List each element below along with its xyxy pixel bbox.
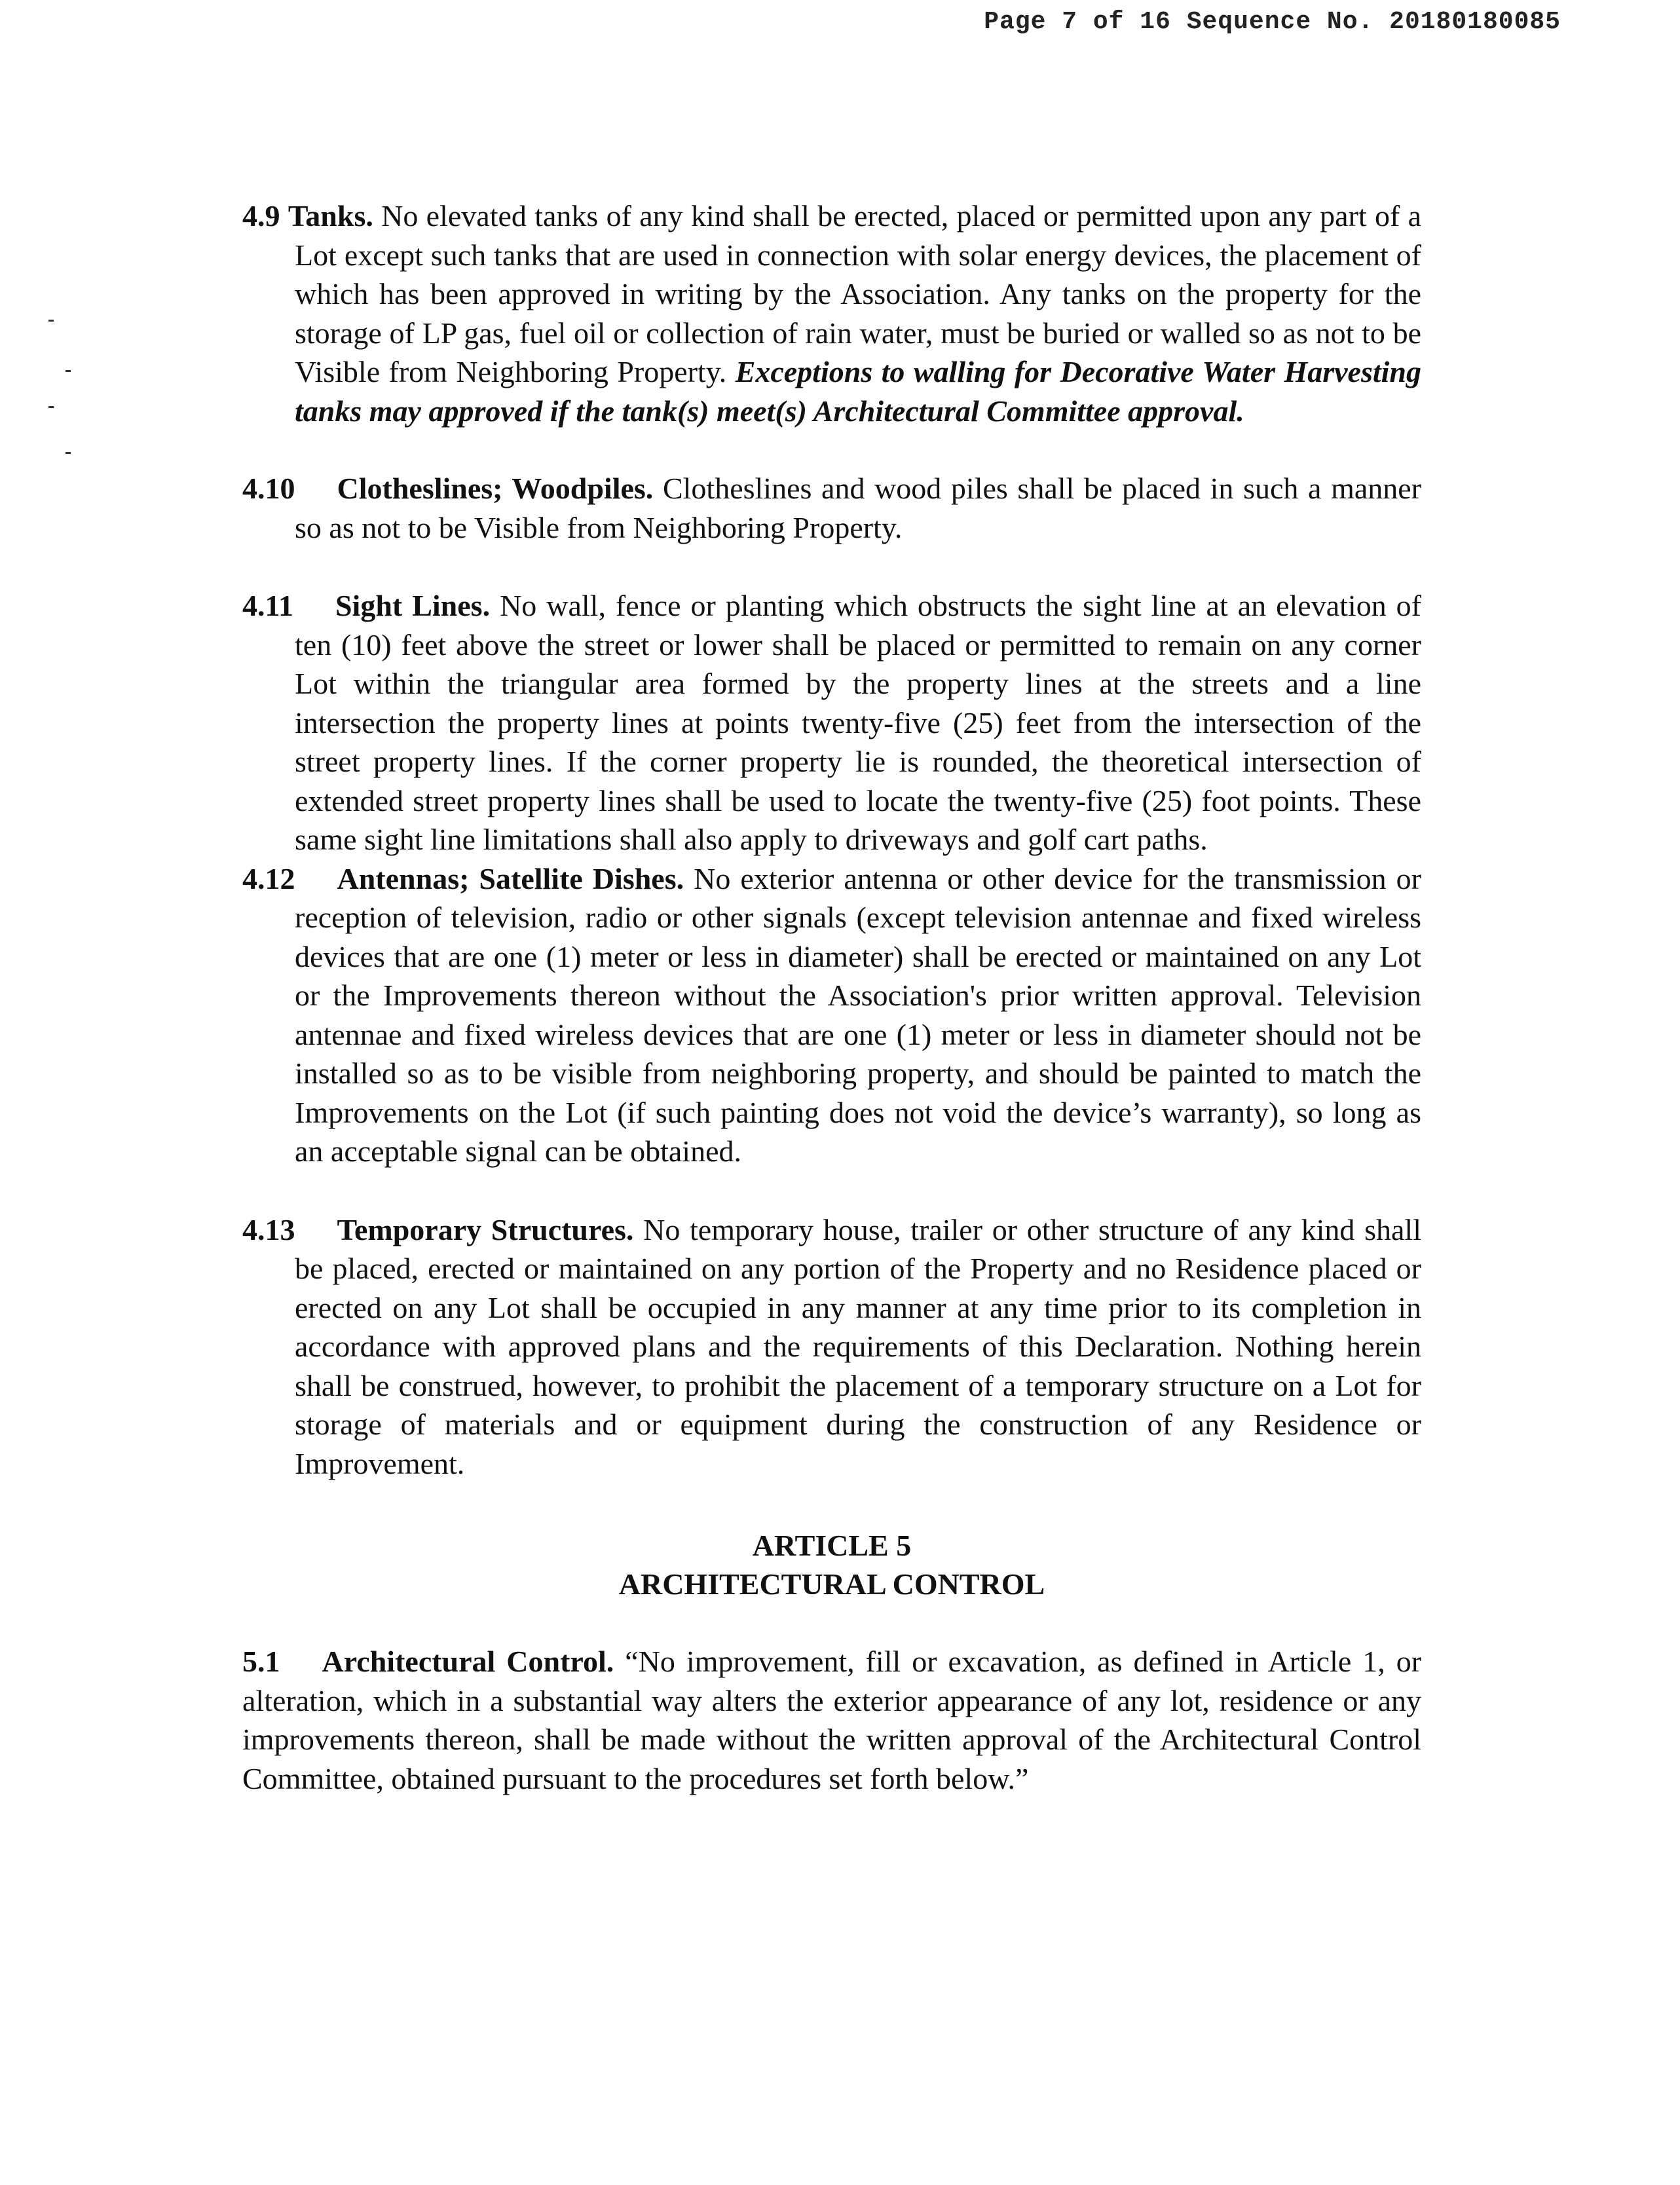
section-4-9 bbox=[242, 196, 1421, 430]
section-4-11 bbox=[242, 586, 1421, 859]
section-5-1 bbox=[242, 1642, 1421, 1798]
section-body: No wall, fence or planting which obstructs the sight line at an elevation of ten (10) feet above the street or lower shall be placed or permitted to remain on any corner Lot within the triangular area formed by the property lines at the streets and a line intersection the property lines at points twenty-five (25) feet from the intersection of the street property lines. If the corner property lie is rounded, the theoretical intersection of extended street property lines shall be used to locate the twenty-five (25) foot points. These same sight line limitations shall also apply to driveways and golf cart paths. bbox=[295, 589, 1421, 856]
section-number: 4.10 bbox=[242, 472, 295, 505]
section-number: 4.12 bbox=[242, 861, 295, 895]
section-body: No temporary house, trailer or other structure of any kind shall be placed, erected or maintained on any portion of the Property and no Residence placed or erected on any Lot shall be occupied in any manner at any time prior to its completion in accordance with approved plans and the requirements of this Declaration. Nothing herein shall be construed, however, to prohibit the placement of a temporary structure on a Lot for storage of materials and or equipment during the construction of any Residence or Improvement. bbox=[295, 1212, 1421, 1480]
section-4-13 bbox=[242, 1210, 1421, 1484]
section-number: 4.13 bbox=[242, 1212, 295, 1246]
page-header: Page 7 of 16 Sequence No. 20180180085 bbox=[984, 8, 1561, 36]
article-heading bbox=[242, 1526, 1421, 1603]
section-title: Sight Lines. bbox=[335, 589, 491, 622]
section-title: Tanks. bbox=[288, 199, 373, 233]
section-number: 5.1 bbox=[242, 1645, 280, 1678]
article-number: ARTICLE 5 bbox=[752, 1529, 912, 1562]
section-body: “No improvement, fill or excavation, as defined in Article 1, or alteration, which in a substantial way alters the exterior appearance of any lot, residence or any improvements thereon, shall be made without the written approval of the Architectural Control Committee, obtained pursuant to the procedures set forth below.” bbox=[242, 1645, 1422, 1795]
section-body: Clotheslines and wood piles shall be placed in such a manner so as not to be Visible from Neighboring Property. bbox=[295, 472, 1421, 544]
margin-mark bbox=[48, 320, 54, 322]
margin-mark bbox=[65, 370, 71, 372]
section-body: No exterior antenna or other device for the transmission or reception of television, radio or other signals (except television antennae and fixed wireless devices that are one (1) meter or less in diameter) shall be erected or maintained on any Lot or the Improvements thereon without the Association's prior written approval. Television antennae and fixed wireless devices that are one (1) meter or less in diameter should not be installed so as to be visible from neighboring property, and should be painted to match the Improvements on the Lot (if such painting does not void the device’s warranty), so long as an acceptable signal can be obtained. bbox=[295, 861, 1421, 1168]
section-title: Antennas; Satellite Dishes. bbox=[337, 861, 684, 895]
margin-mark bbox=[65, 452, 71, 454]
section-title: Clotheslines; Woodpiles. bbox=[337, 472, 654, 505]
section-number: 4.9 bbox=[242, 199, 280, 233]
article-title: ARCHITECTURAL CONTROL bbox=[618, 1567, 1045, 1601]
section-4-12 bbox=[242, 859, 1421, 1171]
section-body: No elevated tanks of any kind shall be erected, placed or permitted upon any part of a Lot except such tanks that are used in connection with solar energy devices, the placement of which has been approved in writing by the Association. Any tanks on the property for the storage of LP gas, fuel oil or collection of rain water, must be buried or walled so as not to be Visible from Neighboring Property. bbox=[295, 199, 1422, 388]
section-number: 4.11 bbox=[242, 589, 293, 622]
section-4-10 bbox=[242, 469, 1421, 547]
document-body bbox=[242, 196, 1421, 1798]
margin-mark bbox=[48, 406, 54, 408]
section-title: Temporary Structures. bbox=[337, 1212, 634, 1246]
section-title: Architectural Control. bbox=[322, 1645, 614, 1678]
section-emphasis: Exceptions to walling for Decorative Water Harvesting tanks may approved if the tank(s) meet(s) Architectural Committee approval. bbox=[295, 355, 1421, 428]
